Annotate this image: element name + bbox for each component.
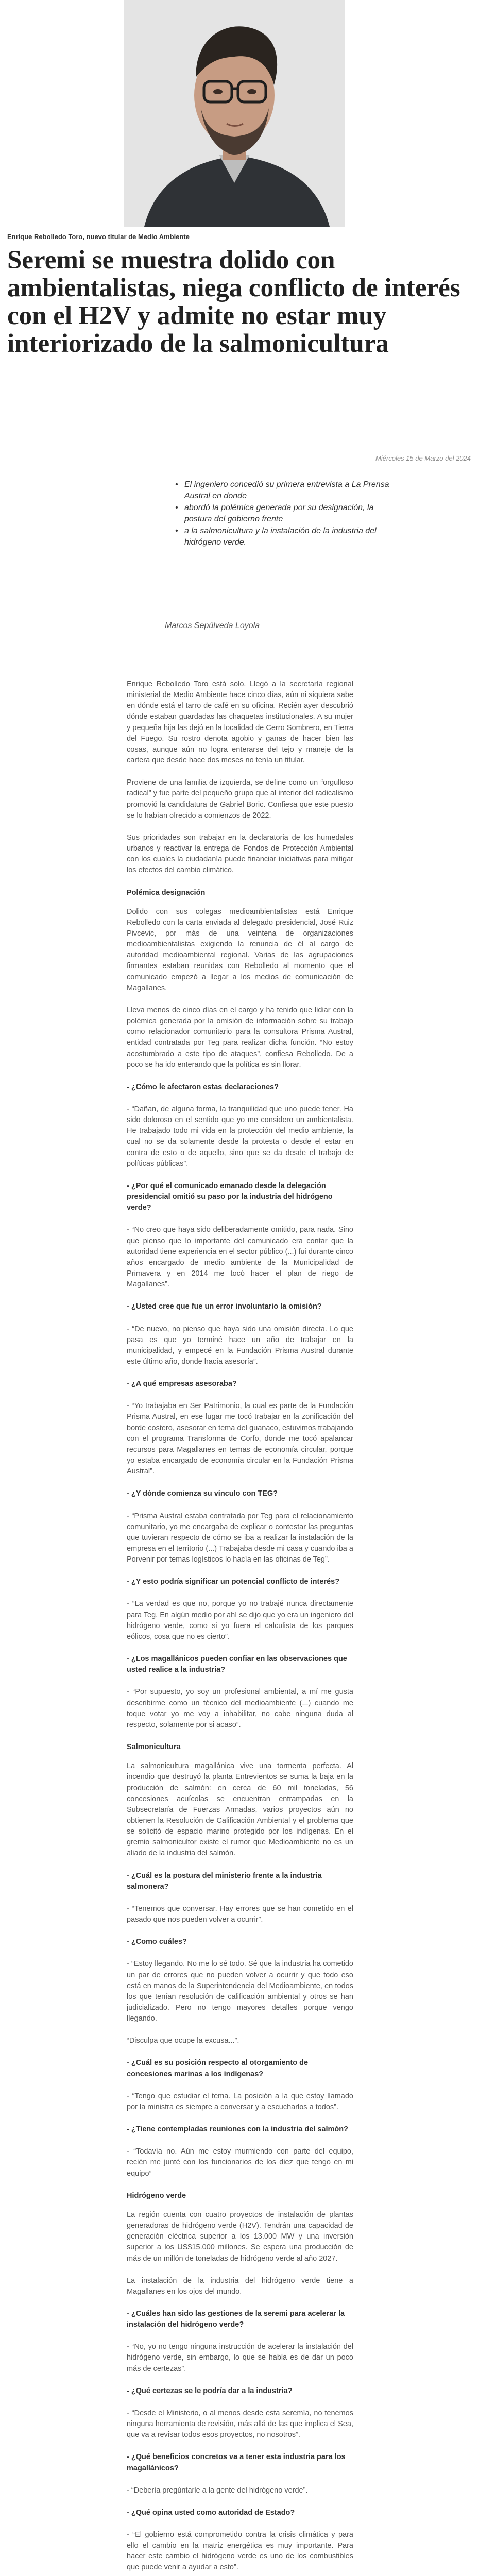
interview-question: - ¿Qué certezas se le podría dar a la industria? [127, 2386, 293, 2395]
body-paragraph: - “Tengo que estudiar el tema. La posición a la que estoy llamado por la ministra es siempre a conversar y a escucharlos a todos”. [127, 2092, 353, 2111]
article-headline: Seremi se muestra dolido con ambientalistas, niega conflicto de interés con el H2V y admite no estar muy interiorizado de la salmonicultura [7, 246, 460, 359]
body-paragraph: Sus prioridades son trabajar en la declaratoria de los humedales urbanos y reactivar la entrega de Fondos de Protección Ambiental con los cuales la ciudadanía puede financiar iniciativas para mitigar los efectos del cambio climático. [127, 833, 353, 875]
body-paragraph: Dolido con sus colegas medioambientalistas está Enrique Rebolledo con la carta enviada al delegado presidencial, José Ruiz Pivcevic, por más de una veintena de organizaciones medioambientalistas exigiendo la renuncia de él al cargo de autoridad medioambiental regional. Varias de las agrupaciones firmantes estaban reunidas con Rebolledo al momento que el comunicado empezó a llegar a los medios de comunicación de Magallanes. [127, 907, 353, 992]
body-paragraph: La salmonicultura magallánica vive una tormenta perfecta. Al incendio que destruyó la planta Entrevientos se suma la baja en la producción de salmón: en cerca de 60 mil toneladas, 56 concesiones acuícolas se encuentran entrampadas en la Subsecretaría de Fuerzas Armadas, varios proyectos aún no obtienen la Resolución de Calificación Ambiental y el problema que se solicitó de espacio marino protegido por los indígenas. En el gremio salmonicultor existe el rumor que Medioambiente no es un aliado de la industria del salmón. [127, 1762, 353, 1858]
article-body [127, 679, 353, 2576]
interview-question: - ¿Cuál es la postura del ministerio frente a la industria salmonera? [127, 1871, 322, 1891]
interview-question: - ¿Y esto podría significar un potencial conflicto de interés? [127, 1578, 340, 1586]
interview-question: - ¿Usted cree que fue un error involuntario la omisión? [127, 1302, 322, 1311]
body-paragraph: Proviene de una familia de izquierda, se define como un “orgulloso radical” y fue parte del pequeño grupo que al interior del radicalismo promovió la candidatura de Gabriel Boric. Confiesa que este puesto se lo habían ofrecido a comienzos de 2022. [127, 778, 353, 820]
body-paragraph: - “Por supuesto, yo soy un profesional ambiental, a mí me gusta describirme como un técnico del medioambiente (...) cuando me toque votar yo me voy a inhabilitar, no cabe ninguna duda al respecto, solamente por si acaso”. [127, 1688, 353, 1729]
publish-date: Miércoles 15 de Marzo del 2024 [375, 454, 471, 462]
section-subheading: Hidrógeno verde [127, 2191, 186, 2200]
body-paragraph: - “Desde el Ministerio, o al menos desde esta seremía, no tenemos ninguna herramienta de revisión, más allá de las que implica el Sea, que va a revisar todos esos proyectos, no nosotros”. [127, 2409, 353, 2439]
interview-question: - ¿Cómo le afectaron estas declaraciones? [127, 1082, 279, 1091]
body-paragraph: - “No, yo no tengo ninguna instrucción de acelerar la instalación del hidrógeno verde, sin embargo, lo que se habla es de dar un poco más de certezas”. [127, 2343, 353, 2373]
body-paragraph: - “Tenemos que conversar. Hay errores que se han cometido en el pasado que nos pueden volver a ocurrir”. [127, 1904, 353, 1924]
body-paragraph: - “La verdad es que no, porque yo no trabajé nunca directamente para Teg. En algún medio por ahí se dijo que yo era un ingeniero del hidrógeno verde, como si yo fuera el calculista de los parques eólicos, cosa que no es cierto”. [127, 1600, 353, 1641]
body-paragraph: “Disculpa que ocupe la excusa...”. [127, 2037, 239, 2045]
body-paragraph: - “El gobierno está comprometido contra la crisis climática y para ello el cambio en la matriz energética es muy importante. Para hacer este cambio el hidrógeno verde es uno de los combustibles que puede venir a ayudar a esto”. [127, 2531, 353, 2572]
interview-question: - ¿Y dónde comienza su vínculo con TEG? [127, 1489, 278, 1498]
interview-question: - ¿A qué empresas asesoraba? [127, 1380, 237, 1388]
interview-question: - ¿Como cuáles? [127, 1938, 187, 1946]
body-paragraph: - “Estoy llegando. No me lo sé todo. Sé que la industria ha cometido un par de errores que no pueden volver a ocurrir y que todo eso está en manos de la Superintendencia del Medioambiente, en todos los que tenían resolución de calificación ambiental y otros se han judicializado. Pero no tengo mayores detalles porque vengo llegando. [127, 1960, 353, 2023]
highlight-item: • abordó la polémica generada por su designación, la postura del gobierno frente [175, 502, 391, 526]
author-name: Marcos Sepúlveda Loyola [165, 621, 260, 630]
body-paragraph: - “Dañan, de alguna forma, la tranquilidad que uno puede tener. Ha sido doloroso en el sentido que yo me considero un ambientalista. He trabajado todo mi vida en la protección del medio ambiente, la cual no se da solamente desde la protesta o desde el estar en contra de esto o de aquello, sino que se da desde el trabajo de políticas públicas”. [127, 1105, 353, 1168]
body-paragraph: - “Debería pregúntarle a la gente del hidrógeno verde”. [127, 2486, 308, 2495]
body-paragraph: Lleva menos de cinco días en el cargo y ha tenido que lidiar con la polémica generada por la omisión de información sobre su trabajo como relacionador comunitario para la consultora Prisma Austral, entidad contratada por Teg para realizar dicha función. “No estoy acostumbrado a este tipo de ataques”, confiesa Rebolledo. De a poco se ha ido enterando que la política es sin llorar. [127, 1006, 353, 1069]
body-paragraph: - “Todavía no. Aún me estoy murmiendo con parte del equipo, recién me junté con los funcionarios de los diez que tengo en mi equipo” [127, 2147, 353, 2178]
highlight-item: • a la salmonicultura y la instalación de la industria del hidrógeno verde. [175, 526, 391, 549]
interview-question: - ¿Qué opina usted como autoridad de Estado? [127, 2508, 295, 2517]
portrait-photo [124, 0, 345, 227]
photo-caption: Enrique Rebolledo Toro, nuevo titular de Medio Ambiente [7, 233, 190, 241]
highlight-item: • El ingeniero concedió su primera entrevista a La Prensa Austral en donde [175, 479, 391, 502]
body-paragraph: - “De nuevo, no pienso que haya sido una omisión directa. Lo que pasa es que yo terminé hace un año de trabajar en la municipalidad, y empecé en la Fundación Prisma Austral durante este último año, donde hacía asesoría”. [127, 1325, 353, 1366]
section-subheading: Polémica designación [127, 888, 206, 897]
body-paragraph: La instalación de la industria del hidrógeno verde tiene a Magallanes en los ojos del mundo. [127, 2276, 353, 2296]
interview-question: - ¿Cuáles han sido las gestiones de la seremi para acelerar la instalación del hidrógeno verde? [127, 2309, 345, 2329]
body-paragraph: La región cuenta con cuatro proyectos de instalación de plantas generadoras de hidrógeno verde (H2V). Tendrán una capacidad de generación eléctrica superior a los 13.000 MW y una inversión superior a los US$15.000 millones. Se espera una producción de más de un millón de toneladas de hidrógeno verde al año 2027. [127, 2210, 353, 2263]
interview-question: - ¿Los magallánicos pueden confiar en las observaciones que usted realice a la industria? [127, 1655, 347, 1674]
body-paragraph: Enrique Rebolledo Toro está solo. Llegó a la secretaría regional ministerial de Medio Ambiente hace cinco días, aún ni siquiera sabe en dónde está el tarro de café en su oficina. Recién ayer descubrió dónde estaban guardadas las chaquetas institucionales. A su mujer y pequeña hija las dejó en la localidad de Cerro Sombrero, en Tierra del Fuego. Su rostro denota agobio y ganas de hacer bien las cosas, aunque aún no logra enterarse del tejo y maneje de la cartera que desde hace dos meses no tenía un titular. [127, 680, 353, 765]
interview-question: - ¿Cuál es su posición respecto al otorgamiento de concesiones marinas a los indígenas? [127, 2059, 309, 2078]
interview-question: - ¿Por qué el comunicado emanado desde la delegación presidencial omitió su paso por la industria del hidrógeno verde? [127, 1181, 333, 1212]
body-paragraph: - “No creo que haya sido deliberadamente omitido, para nada. Sino que pienso que lo importante del comunicado era contar que la autoridad tiene experiencia en el sector público (...) fui durante cinco años encargado de medio ambiente de la Municipalidad de Primavera y en 2014 me tocó hacer el plan de riego de Magallanes”. [127, 1226, 353, 1289]
body-paragraph: - “Yo trabajaba en Ser Patrimonio, la cual es parte de la Fundación Prisma Austral, en ese lugar me tocó trabajar en la zonificación del borde costero, asesorar en tema del guanaco, estuvimos trabajando con el programa Transforma de Corfo, donde me tocó apalancar recursos para Magallanes en temas de economía circular, porque yo estaba encargado de economía circular en la Fundación Prisma Austral”. [127, 1402, 353, 1476]
interview-question: - ¿Tiene contempladas reuniones con la industria del salmón? [127, 2125, 348, 2134]
highlights-list [175, 479, 391, 548]
section-subheading: Salmonicultura [127, 1743, 181, 1752]
interview-question: - ¿Qué beneficios concretos va a tener esta industria para los magallánicos? [127, 2453, 346, 2472]
body-paragraph: - “Prisma Austral estaba contratada por Teg para el relacionamiento comunitario, yo me encargaba de explicar o contestar las preguntas que tuvieran respecto de cómo se iba a realizar la instalación de la empresa en el territorio (...) Trabajaba desde mi casa y cuando iba a Porvenir por temas logísticos lo hacía en las oficinas de Teg”. [127, 1512, 353, 1564]
